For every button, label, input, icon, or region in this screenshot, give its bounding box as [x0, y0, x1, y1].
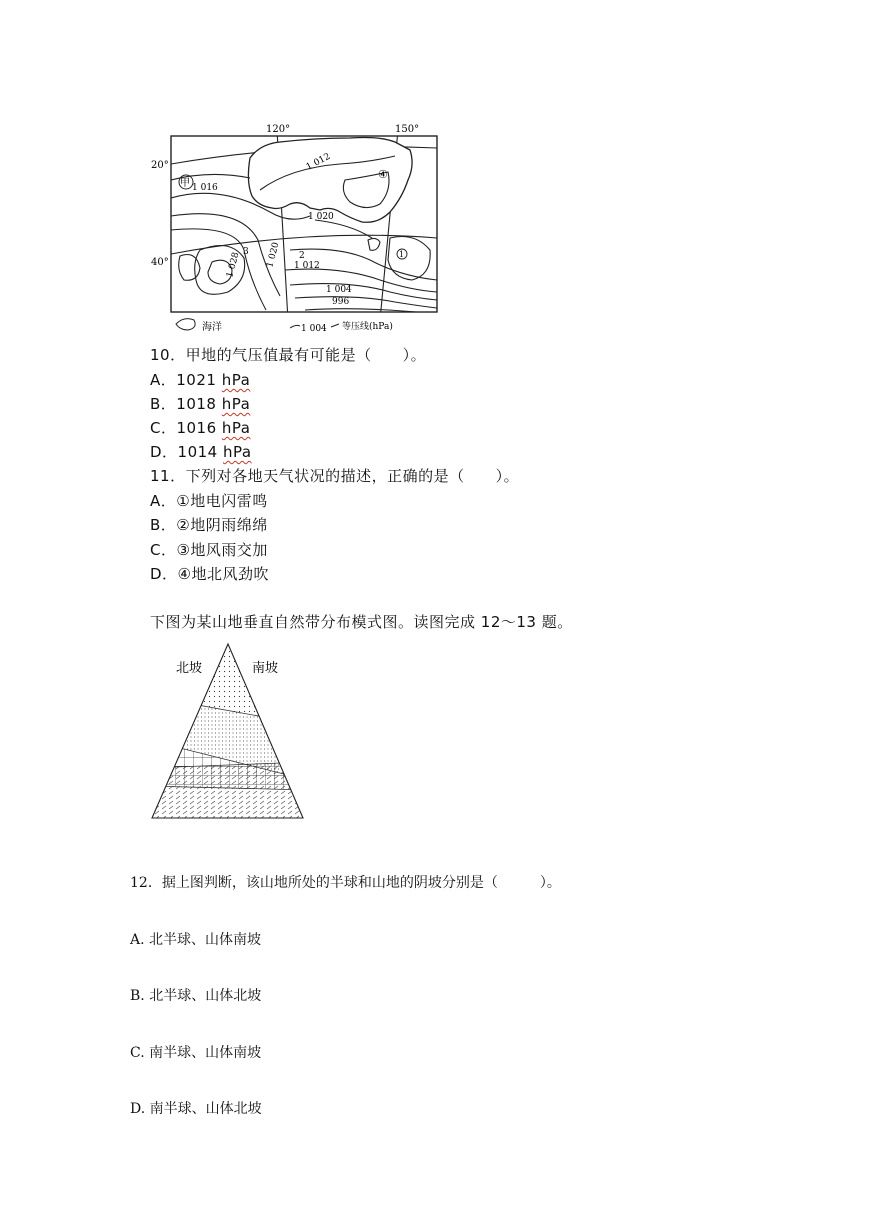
isobar-label-1016: 1 016 [192, 183, 218, 193]
zone-grid-band [148, 762, 308, 790]
lat-label-20: 20° [151, 160, 169, 171]
q10-option-d-unit: hPa [223, 443, 252, 461]
mountain-zone-diagram [148, 640, 308, 822]
tasmania [368, 238, 380, 250]
isobar-low-1 [388, 237, 430, 281]
q10-option-c-unit: hPa [221, 419, 251, 437]
isobar-left-high [179, 255, 200, 281]
region-label-1: 1 [399, 250, 405, 259]
q12-option-c[interactable]: C. 南半球、山体南坡 [130, 1045, 262, 1061]
lon-label-150: 150° [395, 124, 420, 135]
isobar-south-2 [285, 269, 437, 292]
q10-option-b-unit: hPa [221, 395, 251, 413]
q10-option-d-text: D．1014 [150, 443, 223, 461]
isobar-legend-line-right [331, 324, 339, 327]
q11-stem: 11．下列对各地天气状况的描述，正确的是（ ）。 [150, 467, 520, 485]
q10-option-d[interactable] [150, 441, 252, 462]
isobar-996 [295, 297, 437, 308]
region-label-2: 2 [299, 251, 305, 261]
ocean-legend-label: 海洋 [202, 322, 222, 333]
north-slope-label: 北坡 [176, 661, 203, 676]
q11-option-d[interactable]: D．④地北风劲吹 [150, 565, 269, 583]
lat-label-40: 40° [151, 257, 169, 268]
q10-option-c[interactable] [150, 417, 251, 438]
isobar-label-1028: 1 028 [225, 251, 242, 279]
mountain-figure [148, 640, 308, 822]
q11-option-c[interactable]: C．③地风雨交加 [150, 541, 268, 559]
isobar-label-1020-b: 1 020 [265, 241, 282, 269]
isobar-label-1012-north: 1 012 [304, 151, 333, 173]
isobar-label-1012-south: 1 012 [294, 261, 320, 271]
isobar-label-1020-a: 1 020 [308, 212, 334, 222]
section-intro: 下图为某山地垂直自然带分布模式图。读图完成 12～13 题。 [150, 613, 573, 631]
q12-stem: 12．据上图判断，该山地所处的半球和山地的阴坡分别是（ ）。 [130, 875, 561, 891]
q10-option-b[interactable] [150, 393, 250, 414]
region-label-3: 3 [243, 247, 249, 257]
isobar-legend-value: 1 004 [301, 324, 327, 334]
isobar-label-996: 996 [332, 297, 350, 307]
q12-option-d[interactable]: D. 南半球、山体北坡 [130, 1101, 262, 1117]
q11-option-a[interactable]: A．①地电闪雷鸣 [150, 492, 268, 510]
q10-option-a-unit: hPa [221, 371, 251, 389]
jia-label: 甲 [180, 178, 190, 189]
q10-stem: 10．甲地的气压值最有可能是（ ）。 [150, 346, 427, 364]
q10-option-b-text: B．1018 [150, 395, 222, 413]
isobar-map [140, 120, 440, 335]
isobar-legend-line-left [290, 325, 300, 328]
lon-label-120: 120° [266, 124, 291, 135]
q12-option-b[interactable]: B. 北半球、山体北坡 [130, 988, 262, 1004]
region-label-4: ④ [378, 168, 388, 181]
q12-option-a[interactable]: A. 北半球、山体南坡 [130, 932, 262, 948]
isobar-legend-label: 等压线(hPa) [342, 322, 393, 332]
q10-option-c-text: C．1016 [150, 419, 222, 437]
isobar-map-figure [140, 120, 440, 335]
q10-option-a-text: A．1021 [150, 371, 222, 389]
q11-option-b[interactable]: B．②地阴雨绵绵 [150, 516, 268, 534]
south-slope-label: 南坡 [252, 661, 279, 676]
isobar-label-1004: 1 004 [326, 285, 352, 295]
isobar-outer-3 [171, 229, 266, 310]
ocean-legend-icon [176, 319, 195, 330]
q10-option-a[interactable] [150, 369, 250, 390]
